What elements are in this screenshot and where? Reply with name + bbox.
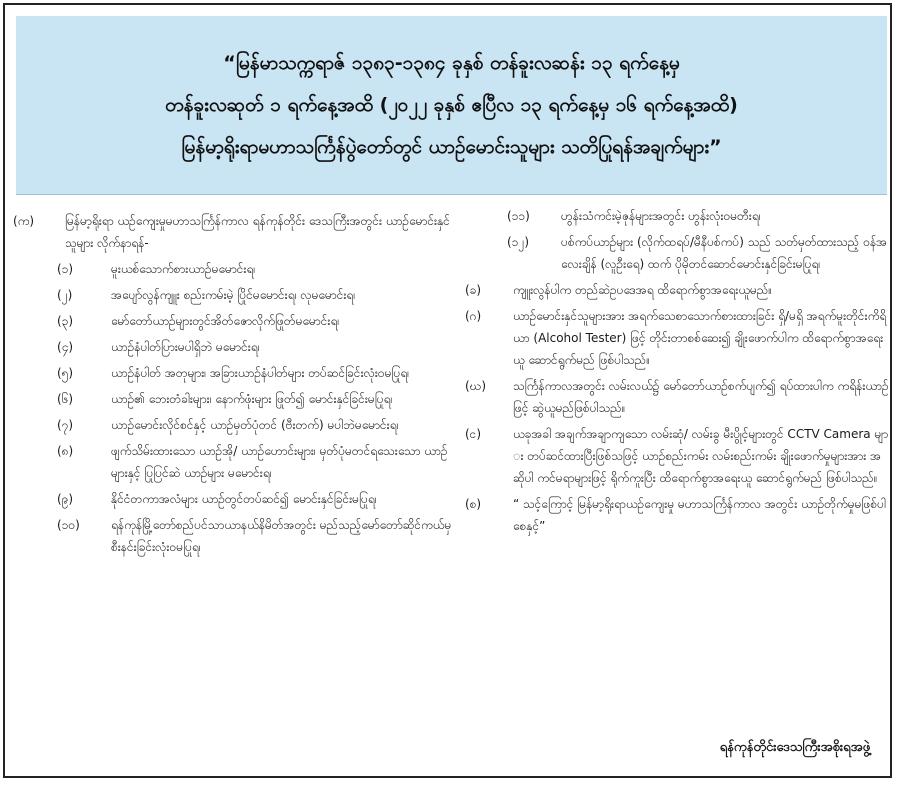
item-marker: (၂) [57, 288, 73, 302]
item-text: ဖျက်သိမ်းထားသော ယာဉ်အို/ ယာဉ်ဟောင်းများ၊ မှတ်ပုံမတင်ရသေးသော ယာဉ်များနှင့် ပြုပြင်ဆဲ ယာဉ်များ မမောင်းရ၊ [111, 444, 448, 480]
item-marker: (၅) [57, 366, 74, 380]
section-ka [13, 210, 453, 254]
section-text: ယာဉ်မောင်းနှင်သူများအား အရက်သေစာသောက်စားထားခြင်း ရှိ/မရှိ အရက်မူးတိုင်းကိရိယာ (Alcohol Tester) ဖြင့် တိုင်းတာစစ်ဆေး၍ ချိုးဖောက်ပါက ထိရောက်စွာအရေးယူ ဆောင်ရွက်မည် ဖြစ်ပါသည်။ [513, 309, 887, 367]
item-text: ယာဉ်နံပါတ် အတုများ၊ အခြားယာဉ်နံပါတ်များ တပ်ဆင်ခြင်းလုံးဝမပြုရ၊ [111, 366, 410, 380]
item-text: ယာဉ်နံပါတ်ပြားမပါရှိဘဲ မမောင်းရ၊ [111, 340, 260, 354]
item-marker: (၄) [57, 340, 74, 354]
list-item [13, 362, 453, 384]
section-marker: (စ) [465, 497, 482, 511]
section-text: သင်္ကြန်ကာလအတွင်း လမ်းလယ်၌ မော်တော်ယာဉ်စက်ပျက်၍ ရပ်ထားပါက ကရိန်းယာဉ်ဖြင့် ဆွဲယူမည်ဖြစ်ပါသည်။ [513, 379, 889, 415]
item-marker: (၁၀) [57, 518, 80, 532]
item-text: အပျော်လွန်ကျူး စည်းကမ်းမဲ့ ပြိုင်မမောင်းရ၊ လုမမောင်းရ၊ [111, 288, 356, 302]
item-marker: (၁၁) [507, 209, 530, 223]
list-item [13, 440, 453, 484]
item-text: မော်တော်ယာဉ်များတွင်အိတ်ဇောလိုက်ဖြုတ်မမောင်းရ၊ [111, 314, 340, 328]
section-marker: (ဂ) [465, 309, 482, 323]
item-marker: (၈) [57, 444, 74, 458]
item-text: မူးယစ်သောက်စားယာဉ်မမောင်းရ၊ [111, 262, 256, 276]
right-column [465, 205, 890, 541]
list-item [13, 284, 453, 306]
section-nga [465, 423, 890, 489]
list-item [465, 205, 890, 227]
item-text: ရန်ကုန်မြို့တော်စည်ပင်သာယာနယ်နိမိတ်အတွင်း မည်သည့်မော်တော်ဆိုင်ကယ်မှ စီးနင်းခြင်းလုံးဝမပြုရ၊ [111, 518, 452, 554]
item-marker: (၃) [57, 314, 74, 328]
section-marker: (င) [465, 427, 482, 441]
section-kha [465, 279, 890, 301]
item-marker: (၉) [57, 492, 74, 506]
item-marker: (၁) [57, 262, 74, 276]
title-line-3: မြန်မာ့ရိုးရာမဟာသင်္ကြန်ပွဲတော်တွင် ယာဉ်မောင်းသူများ သတိပြုရန်အချက်များ” [181, 136, 722, 158]
item-text: ယာဉ်မောင်းလိုင်စင်နှင့် ယာဉ်မှတ်ပုံတင် (ဗီးတက်) မပါဘဲမမောင်းရ၊ [111, 418, 399, 432]
item-text: ဟွန်းသံကင်းမဲ့ဇုန်များအတွင်း ဟွန်းလုံးဝမတီးရ၊ [561, 209, 761, 223]
list-item [13, 336, 453, 358]
list-item [13, 258, 453, 280]
section-marker: (ခ) [465, 283, 482, 297]
announcement-frame [3, 3, 892, 778]
item-marker: (၁၂) [507, 235, 530, 249]
section-text: “ သင့်ကြောင့် မြန်မာ့ရိုးရာယဉ်ကျေးမှု မဟာသင်္ကြန်ကာလ အတွင်း ယာဉ်တိုက်မှုမဖြစ်ပါစေနှင့်” [513, 497, 886, 533]
item-text: နိုင်ငံတကာအလံများ ယာဉ်တွင်တပ်ဆင်၍ မောင်းနှင်ခြင်းမပြုရ၊ [111, 492, 377, 506]
item-marker: (၇) [57, 418, 74, 432]
list-item [13, 310, 453, 332]
title-line-1: “မြန်မာသက္ကရာဇ် ၁၃၈၃-၁၃၈၄ ခုနှစ် တန်ခူးလဆန်း ၁၃ ရက်နေ့မှ [223, 52, 680, 74]
section-text: ကျူးလွန်ပါက တည်ဆဲဥပဒေအရ ထိရောက်စွာအရေးယူမည်။ [513, 283, 773, 297]
list-item [13, 414, 453, 436]
list-item [13, 514, 453, 558]
section-gha [465, 375, 890, 419]
list-item [465, 231, 890, 275]
item-text: ပစ်ကပ်ယာဉ်များ (လိုက်ထရပ်/မီနီပစ်ကပ်) သည် သတ်မှတ်ထားသည့် ဝန်အလေးချိန် (လူဦးရေ) ထက် ပိုမိုတင်ဆောင်မောင်းနှင်ခြင်းမပြုရ၊ [561, 235, 888, 271]
section-ga [465, 305, 890, 371]
list-item [13, 388, 453, 410]
left-column [13, 210, 453, 562]
section-marker: (က) [13, 214, 35, 228]
section-marker: (ဃ) [465, 379, 487, 393]
section-text: မြန်မာ့ရိုးရာ ယဉ်ကျေးမှုမဟာသင်္ကြန်ကာလ ရန်ကုန်တိုင်း ဒေသကြီးအတွင်း ယာဉ်မောင်းနှင်သူများ လိုက်နာရန်- [65, 214, 450, 250]
issuer-signature: ရန်ကုန်တိုင်းဒေသကြီးအစိုးရအဖွဲ့ [719, 740, 870, 755]
section-text: ယခုအခါ အချက်အချာကျသော လမ်းဆုံ/ လမ်းခွ မီးပွိုင့်များတွင် CCTV Camera များ တပ်ဆင်ထားပြီးဖြစ်သဖြင့် ယာဉ်စည်းကမ်း လမ်းစည်းကမ်း ချိုးဖောက်မှုများအား အဆိုပါ ကင်မရာများဖြင့် ရိုက်ကူးပြီး ထိရောက်စွာအရေးယူ ဆောင်ရွက်မည် ဖြစ်ပါသည်။ [513, 427, 889, 485]
section-sa [465, 493, 890, 537]
item-text: ယာဉ်၏ ဘေးတံခါးများ၊ နောက်ဖုံးများ ဖြုတ်၍ မောင်းနှင်ခြင်းမပြုရ၊ [111, 392, 393, 406]
item-marker: (၆) [57, 392, 74, 406]
header-banner [16, 16, 887, 195]
list-item [13, 488, 453, 510]
title-line-2: တန်ခူးလဆုတ် ၁ ရက်နေ့အထိ (၂၀၂၂ ခုနှစ် ဧပြီလ ၁၃ ရက်နေ့မှ ၁၆ ရက်နေ့အထိ) [165, 94, 738, 116]
